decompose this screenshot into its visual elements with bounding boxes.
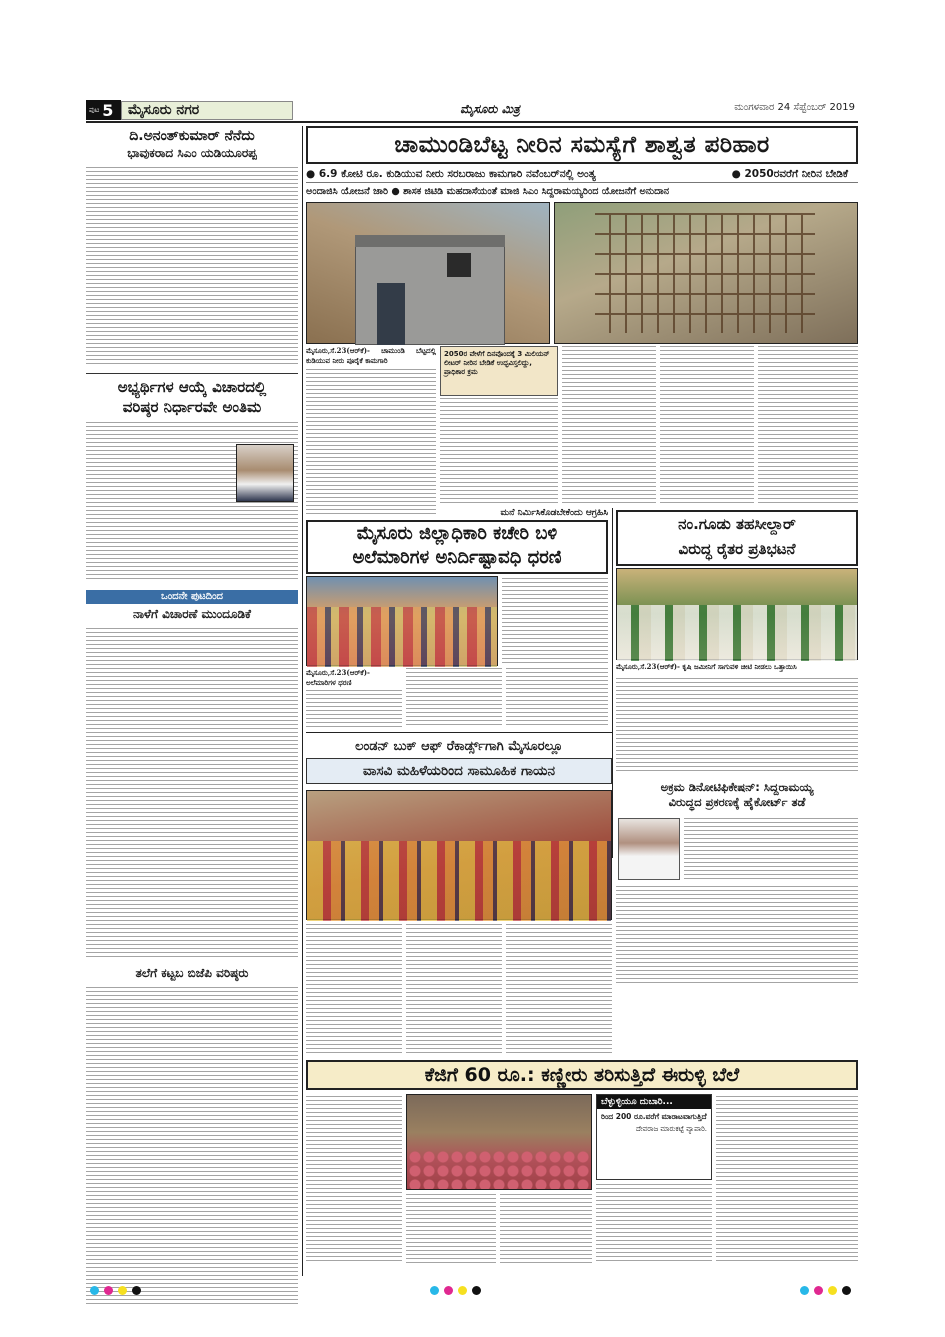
farmers-headline-line2: ವಿರುದ್ಧ ರೈತರ ಪ್ರತಿಭಟನೆ xyxy=(678,540,796,558)
protest-headline-line1: ಮೈಸೂರು ಜಿಲ್ಲಾಧಿಕಾರಿ ಕಚೇರಿ ಬಳಿ xyxy=(356,523,558,544)
lead-headline xyxy=(306,126,858,164)
header-rule xyxy=(86,121,858,123)
onion-body-a xyxy=(306,1096,402,1264)
garlic-sidebox-text: ರಿಂದ 200 ರೂ.ವರೆಗೆ ಮಾರಾಟವಾಗುತ್ತಿದೆ xyxy=(601,1112,707,1121)
onion-body-d xyxy=(596,1184,712,1264)
section-title: ಮೈಸೂರು ನಗರ xyxy=(121,101,293,120)
story4-body xyxy=(86,987,298,1305)
page-number: 5 xyxy=(102,100,114,120)
print-dot-yellow xyxy=(118,1286,127,1295)
print-marks-left xyxy=(90,1280,146,1299)
print-dot-magenta xyxy=(814,1286,823,1295)
date-line: ಮಂಗಳವಾರ 24 ಸೆಪ್ಟೆಂಬರ್ 2019 xyxy=(734,102,855,113)
lead-bullet-1: ● 6.9 ಕೋಟಿ ರೂ. ಕುಡಿಯುವ ನೀರು ಸರಬರಾಜು ಕಾಮಗಾರಿ ನವೆಂಬರ್‌ನಲ್ಲಿ ಅಂತ್ಯ xyxy=(306,168,596,180)
farmers-headline xyxy=(616,510,858,566)
lead-body-col5 xyxy=(758,346,858,506)
masthead: ಮೈಸೂರು ಮಿತ್ರ xyxy=(460,102,520,116)
strip-divider xyxy=(612,508,613,858)
guinness-top-rule xyxy=(306,732,612,733)
construction-scaffold-photo xyxy=(554,202,858,344)
guinness-body-a xyxy=(306,924,402,1056)
lead-caption-text: ಮೈಸೂರು,ಸೆ.23(ಆರ್‌ಕೆ)- ಚಾಮುಂಡಿ ಬೆಟ್ಟದಲ್ಲಿ ಕುಡಿಯುವ ನೀರು ಪೂರೈಕೆ ಕಾಮಗಾರಿ xyxy=(306,346,436,365)
guinness-body-b xyxy=(406,924,502,1056)
protest-body-b xyxy=(406,668,502,728)
continued-label: ಒಂದನೇ ಪುಟದಿಂದ xyxy=(86,590,298,604)
guinness-headline-line2: ವಾಸವಿ ಮಹಿಳೆಯರಿಂದ ಸಾಮೂಹಿಕ ಗಾಯನ xyxy=(306,758,612,784)
guinness-headline-line1: ಲಂಡನ್ ಬುಕ್ ಆಫ್ ರೆಕಾರ್ಡ್ಸ್‌ಗಾಗಿ ಮೈಸೂರಲ್ಲೂ xyxy=(306,736,612,758)
print-dot-cyan xyxy=(800,1286,809,1295)
guinness-headline xyxy=(306,736,612,786)
siddu-body-a xyxy=(684,818,858,882)
onion-sacks-photo xyxy=(406,1094,592,1190)
siddu-headline-line2: ವಿರುದ್ಧದ ಪ್ರಕರಣಕ್ಕೆ ಹೈಕೋರ್ಟ್ ತಡೆ xyxy=(668,795,806,809)
lead-highlight-box xyxy=(440,346,558,396)
onion-headline-text: ಕೆಜಿಗೆ 60 ರೂ.: ಕಣ್ಣೀರು ತರಿಸುತ್ತಿದೆ ಈರುಳ್ಳಿ ಬೆಲೆ xyxy=(424,1064,740,1086)
print-marks-center xyxy=(430,1280,486,1299)
onion-body-e xyxy=(716,1096,858,1264)
lead-body-col2 xyxy=(440,398,558,506)
siddu-body-b xyxy=(616,886,858,986)
farmers-headline-line1: ನಂ.ಗೂಡು ತಹಸೀಲ್ದಾರ್ xyxy=(678,515,796,533)
story1-body xyxy=(86,167,298,367)
singing-women-photo xyxy=(306,790,612,920)
page-badge xyxy=(86,100,121,120)
story3-headline: ನಾಳೆಗೆ ವಿಚಾರಣೆ ಮುಂದೂಡಿಕೆ xyxy=(133,607,251,621)
print-dot-black xyxy=(132,1286,141,1295)
protest-headline xyxy=(306,520,608,574)
siddu-headline-line1: ಅಕ್ರಮ ಡಿನೋಟಿಫಿಕೇಷನ್: ಸಿದ್ದರಾಮಯ್ಯ xyxy=(660,780,814,794)
garlic-sidebox-sig: ದೇವರಾಜ ಮಾರುಕಟ್ಟೆ ವ್ಯಾಪಾರಿ. xyxy=(635,1125,707,1133)
left-column-divider xyxy=(302,126,303,1276)
lead-bullet-3: ಅಂದಾಜಿಸಿ ಯೋಜನೆ ಜಾರಿ ● ಶಾಸಕ ಜಿಟಿಡಿ ಮಹದಾಸೆಯಂತೆ ಮಾಜಿ ಸಿಎಂ ಸಿದ್ದರಾಮಯ್ಯರಿಂದ ಯೋಜನೆಗೆ ಅನುದಾನ xyxy=(306,186,670,197)
story4-headline: ತಲೆಗೆ ಕಟ್ಟಬ ಬಿಜೆಪಿ ವರಿಷ್ಠರು xyxy=(135,966,249,980)
story2-headline: ಅಭ್ಯರ್ಥಿಗಳ ಆಯ್ಕೆ ವಿಚಾರದಲ್ಲಿ xyxy=(117,378,267,396)
strip-kicker: ಮನೆ ನಿರ್ಮಿಸಿಕೊಡಬೇಕೆಂದು ಆಗ್ರಹಿಸಿ xyxy=(500,508,608,518)
garlic-sidebox xyxy=(596,1094,712,1180)
print-dot-cyan xyxy=(430,1286,439,1295)
water-tank-building-photo xyxy=(306,202,550,344)
siddu-headline xyxy=(616,780,858,810)
protest-body-a xyxy=(502,578,608,666)
farmers-caption xyxy=(616,662,858,676)
lead-bullet-2: ● 2050ರವರೆಗೆ ನೀರಿನ ಬೇಡಿಕೆ xyxy=(731,168,848,180)
onion-body-c xyxy=(500,1194,592,1264)
lead-caption xyxy=(306,346,436,516)
onion-body-b xyxy=(406,1194,496,1264)
print-dot-black xyxy=(842,1286,851,1295)
lead-body-col3 xyxy=(562,346,656,506)
print-dot-yellow xyxy=(828,1286,837,1295)
print-dot-magenta xyxy=(444,1286,453,1295)
protest-caption-text: ಮೈಸೂರು,ಸೆ.23(ಆರ್‌ಕೆ)- ಅಲೆಮಾರಿಗಳ ಧರಣಿ xyxy=(306,668,370,687)
page-badge-label: ಪುಟ xyxy=(89,105,100,114)
onion-headline xyxy=(306,1060,858,1090)
protest-headline-line2: ಅಲೆಮಾರಿಗಳ ಅನಿರ್ದಿಷ್ಟಾವಧಿ ಧರಣಿ xyxy=(352,547,562,568)
story1-headline: ದಿ.ಅನಂತ್‌ಕುಮಾರ್ ನೆನೆದು xyxy=(129,128,255,144)
siddu-portrait xyxy=(618,818,680,880)
story2-subhead: ವರಿಷ್ಠರ ನಿರ್ಧಾರವೇ ಅಂತಿಮ xyxy=(122,398,262,416)
guinness-body-c xyxy=(506,924,612,1056)
print-dot-magenta xyxy=(104,1286,113,1295)
lead-highlight-text: 2050ರ ವೇಳೆಗೆ ದಿನವೊಂದಕ್ಕೆ 3 ಮಿಲಿಯನ್ ಲೀಟರ್ ನೀರಿನ ಬೇಡಿಕೆ ಉದ್ಭವಿಸ್ತಲಿದ್ದು, ಪ್ರಾಧಿಕಾರ ಕ್ರಮ xyxy=(444,350,550,376)
story3-body xyxy=(86,628,298,960)
farmers-caption-text: ಮೈಸೂರು,ಸೆ.23(ಆರ್‌ಕೆ)- ಕೃಷಿ ಜಮೀನಿಗೆ ಸಾಗುವಳಿ ಚೀಟಿ ನೀಡಲು ಒತ್ತಾಯಿಸಿ xyxy=(616,662,797,671)
print-dot-black xyxy=(472,1286,481,1295)
farmers-protest-photo xyxy=(616,568,858,660)
lead-headline-text: ಚಾಮುಂಡಿಬೆಟ್ಟ ನೀರಿನ ಸಮಸ್ಯೆಗೆ ಶಾಶ್ವತ ಪರಿಹಾರ xyxy=(394,132,770,158)
lead-body-col4 xyxy=(660,346,754,506)
protest-body-c xyxy=(506,668,608,728)
story2 xyxy=(86,373,298,582)
left-column xyxy=(86,126,298,1276)
print-dot-cyan xyxy=(90,1286,99,1295)
print-dot-yellow xyxy=(458,1286,467,1295)
garlic-sidebox-title: ಬೆಳ್ಳುಳ್ಳಿಯೂ ದುಬಾರಿ... xyxy=(597,1095,711,1109)
print-marks-right xyxy=(800,1280,856,1299)
politician-portrait xyxy=(236,444,294,502)
story1-subhead: ಭಾವುಕರಾದ ಸಿಎಂ ಯಡಿಯೂರಪ್ಪ xyxy=(127,146,257,160)
farmers-body xyxy=(616,678,858,774)
protest-caption xyxy=(306,668,402,728)
lead-bullet-row1 xyxy=(306,166,858,183)
protest-photo xyxy=(306,576,498,666)
